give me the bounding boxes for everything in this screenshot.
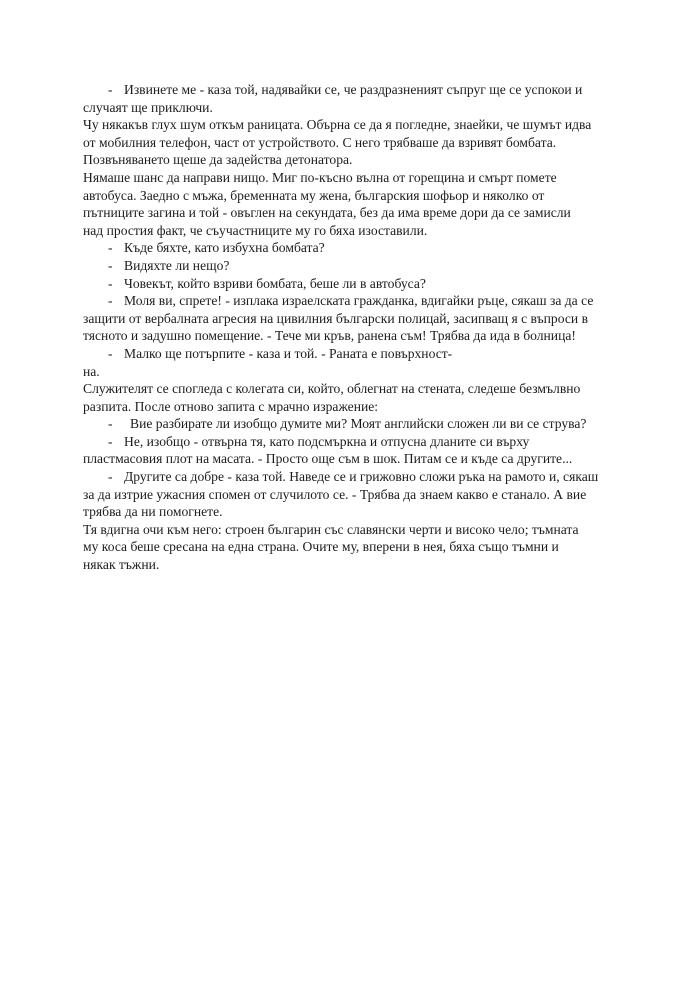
- dialogue-text: Извинете ме - каза той, надявайки се, че раздразненият съпруг ще се успокои и: [124, 82, 583, 97]
- text-line: за да изтрие ужасния спомен от случилото се. - Трябва да знаем какво е станало. А вие: [83, 486, 587, 502]
- text-line: му коса беше сресана на една страна. Очите му, вперени в нея, бяха също тъмни и: [83, 539, 559, 555]
- text-line: случаят ще приключи.: [83, 99, 213, 115]
- dialogue-line: [83, 257, 628, 275]
- dialogue-text: Не, изобщо - отвърна тя, като подсмъркна и отпусна дланите си върху: [124, 433, 530, 449]
- text-line: Позвъняването щеше да задейства детонатора.: [83, 152, 353, 168]
- text-line: Тя вдигна очи към него: строен българин със славянски черти и високо чело; тъмната: [83, 521, 579, 537]
- dialogue-text: Другите са добре - каза той. Наведе се и грижовно сложи ръка на рамото и, сякаш: [124, 469, 599, 485]
- dialogue-line: [83, 433, 628, 451]
- document-text: [83, 81, 628, 574]
- dialogue-text: Човекът, който взриви бомбата, беше ли в автобуса?: [124, 275, 426, 291]
- text-line: от мобилния телефон, част от устройството. С него трябваше да взривят бомбата.: [83, 134, 557, 150]
- dialogue-dash: -: [108, 469, 113, 485]
- text-line: на.: [83, 363, 100, 379]
- text-line: автобуса. Заедно с мъжа, бременната му жена, българския шофьор и няколко от: [83, 187, 545, 203]
- text-line: над простия факт, че съучастниците му го бяха изоставили.: [83, 222, 428, 238]
- dialogue-dash: -: [108, 433, 113, 449]
- text-line: някак тъжни.: [83, 557, 160, 573]
- text-line: защити от вербалната агресия на цивилния български полицай, засипващ я с въпроси в: [83, 310, 588, 326]
- dialogue-dash: -: [108, 82, 113, 97]
- dialogue-line: [83, 239, 628, 257]
- text-line: тясното и задушно помещение. - Тече ми кръв, ранена съм! Трябва да ида в болница!: [83, 328, 576, 344]
- dialogue-text: Вие разбирате ли изобщо думите ми? Моят английски сложен ли ви се струва?: [130, 416, 587, 432]
- text-line: Чу някакъв глух шум откъм раницата. Обърна се да я погледне, знаейки, че шумът идва: [83, 117, 592, 133]
- dialogue-text: Къде бяхте, като избухна бомбата?: [124, 240, 325, 256]
- dialogue-line: [83, 415, 628, 433]
- dialogue-dash: -: [108, 345, 113, 361]
- dialogue-dash: -: [108, 275, 113, 291]
- dialogue-dash: -: [108, 293, 113, 309]
- dialogue-dash: -: [108, 257, 113, 273]
- text-line: разпита. После отново запита с мрачно изражение:: [83, 398, 379, 414]
- dialogue-line: [83, 292, 628, 310]
- dialogue-text: Видяхте ли нещо?: [124, 257, 230, 273]
- text-line: Служителят се спогледа с колегата си, който, облегнат на стената, следеше безмълвно: [83, 381, 581, 397]
- dialogue-text: Моля ви, спрете! - изплака израелската гражданка, вдигайки ръце, сякаш за да се: [124, 293, 594, 309]
- dialogue-line: [83, 345, 628, 363]
- dialogue-dash: -: [108, 240, 113, 256]
- dialogue-text: Малко ще потърпите - каза и той. - Раната е повърхност-: [124, 345, 453, 361]
- dialogue-line: [83, 468, 628, 486]
- text-line: трябва да ни помогнете.: [83, 504, 223, 520]
- text-line: пътниците загина и той - овъглен на секундата, без да има време дори да се замисли: [83, 205, 571, 221]
- text-line: пластмасовия плот на масата. - Просто още съм в шок. Питам се и къде са другите...: [83, 451, 573, 467]
- text-line: Нямаше шанс да направи нищо. Миг по-късно вълна от горещина и смърт помете: [83, 169, 557, 185]
- dialogue-dash: -: [108, 416, 113, 432]
- dialogue-line: [83, 275, 628, 293]
- dialogue-line: [83, 81, 628, 99]
